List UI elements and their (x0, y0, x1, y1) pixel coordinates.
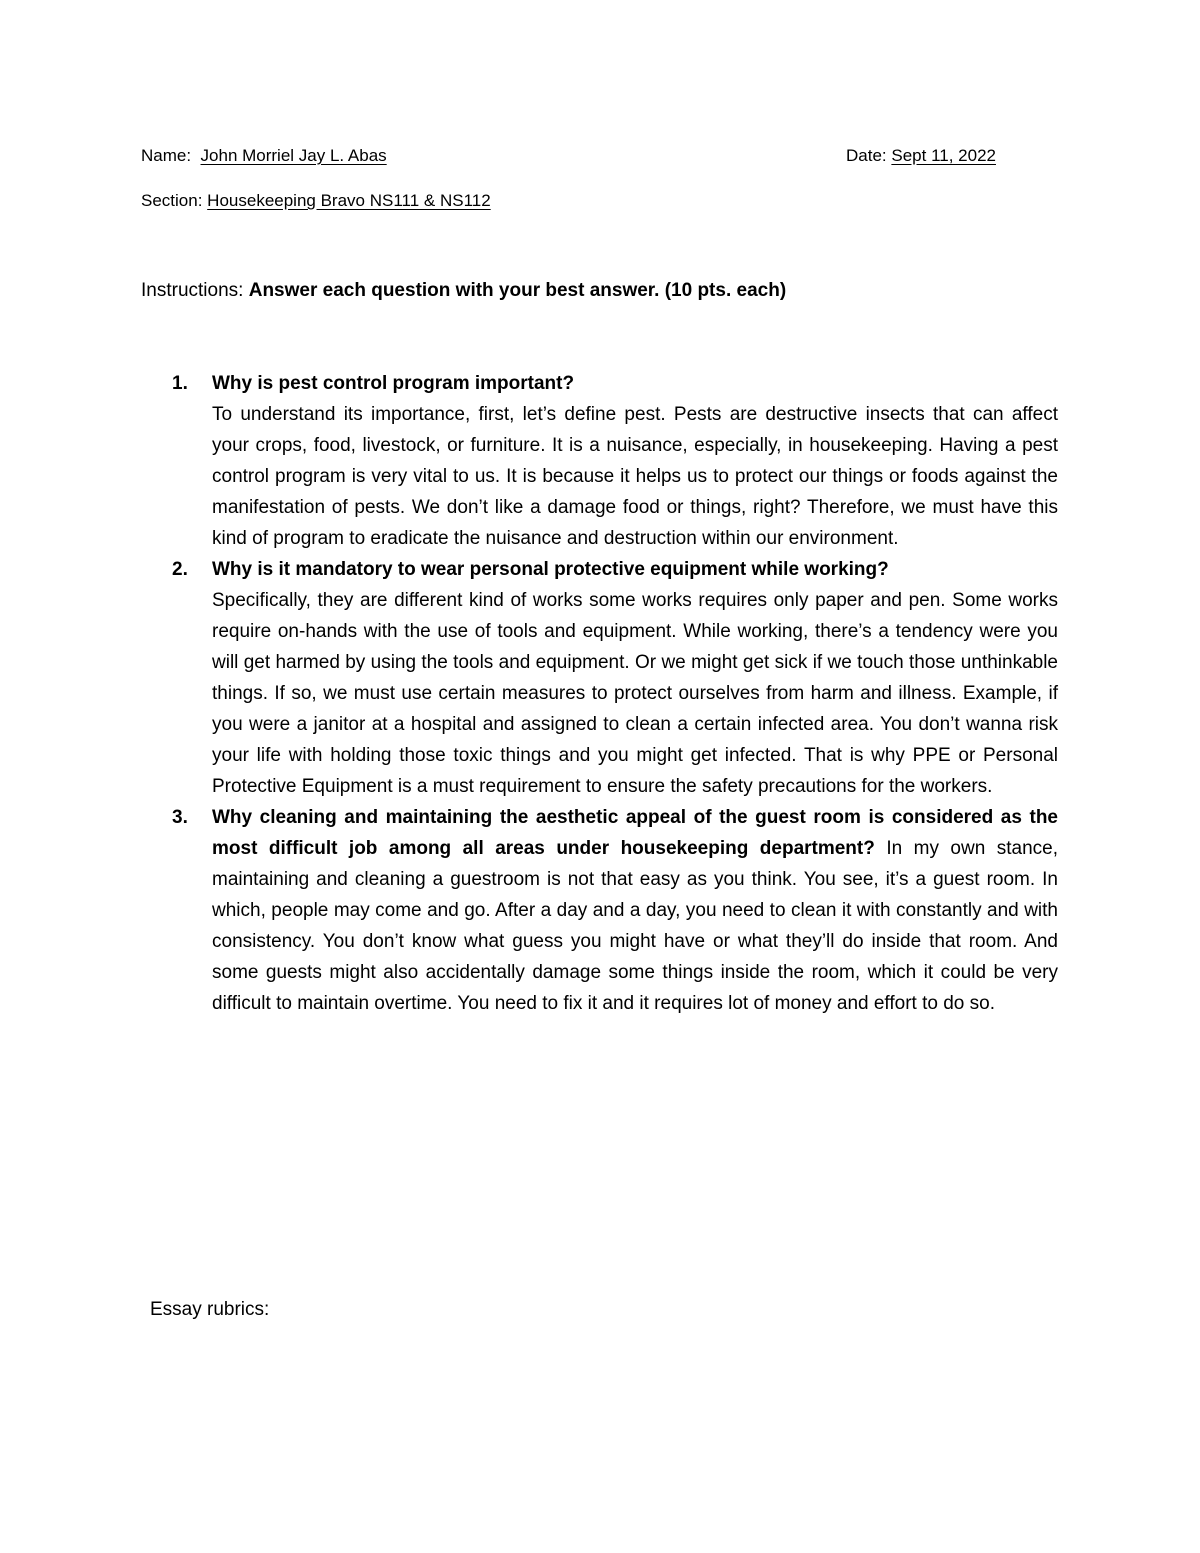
answer-text: Specifically, they are different kind of works some works requires only paper and pen. Some works require on-hands with the use of tools and equipment. While working, there’s a tendency were you will get harmed by using the tools and equipment. Or we might get sick if we touch those unthinkable things. If so, we must use certain measures to protect ourselves from harm and illness. Example, if you were a janitor at a hospital and assigned to clean a certain infected area. You don’t wanna risk your life with holding those toxic things and you might get infected. That is why PPE or Personal Protective Equipment is a must requirement to ensure the safety precautions for the workers. (212, 590, 1058, 797)
question-text: Why cleaning and maintaining the aesthetic appeal of the guest room is considered as the most difficult job among all areas under housekeeping department? (212, 807, 1058, 859)
question-item-3 (172, 802, 1058, 1019)
instructions (141, 278, 786, 304)
question-number: 1. (172, 373, 188, 394)
name-line (141, 144, 387, 168)
question-text: Why is it mandatory to wear personal protective equipment while working? (212, 559, 889, 580)
date-value: Sept 11, 2022 (891, 146, 996, 165)
essay-rubrics-label: Essay rubrics: (150, 1299, 270, 1320)
name-value: John Morriel Jay L. Abas (200, 146, 387, 165)
answer-text: In my own stance, maintaining and cleaning a guestroom is not that easy as you think. You see, it’s a guest room. In which, people may come and go. After a day and a day, you need to clean it with constantly and with consistency. You don’t know what guess you might have or what they’ll do inside that room. And some guests might also accidentally damage some things inside the room, which it could be very difficult to maintain overtime. You need to fix it and it requires lot of money and effort to do so. (212, 838, 1059, 1014)
date-label: Date: (846, 146, 887, 165)
instructions-label: Instructions: (141, 280, 244, 301)
question-number: 2. (172, 559, 188, 580)
question-list (172, 368, 1058, 1019)
question-item-2 (172, 554, 1058, 802)
question-item-1 (172, 368, 1058, 554)
answer-text: To understand its importance, first, let’s define pest. Pests are destructive insects that can affect your crops, food, livestock, or furniture. It is a nuisance, especially, in housekeeping. Having a pest control program is very vital to us. It is because it helps us to protect our things or foods against the manifestation of pests. We don’t like a damage food or things, right? Therefore, we must have this kind of program to eradicate the nuisance and destruction within our environment. (212, 404, 1058, 549)
section-value: Housekeeping Bravo NS111 & NS112 (207, 191, 491, 210)
section-line (141, 189, 491, 213)
section-label: Section: (141, 191, 203, 210)
question-text: Why is pest control program important? (212, 373, 575, 394)
date-line (846, 144, 996, 168)
question-number: 3. (172, 807, 188, 828)
instructions-text: Answer each question with your best answer. (10 pts. each) (248, 280, 787, 301)
name-label: Name: (141, 146, 192, 165)
